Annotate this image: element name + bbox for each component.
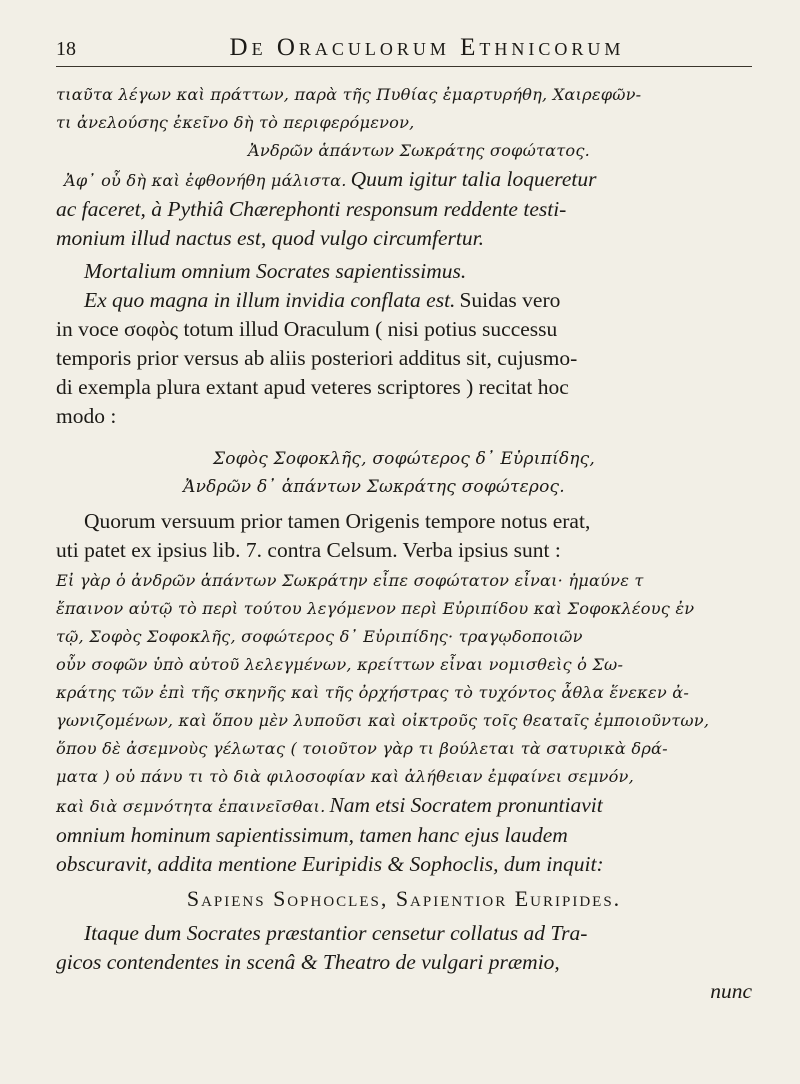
catchword: nunc (710, 979, 752, 1003)
mixed-line (56, 791, 752, 821)
latin-line: monium illud nactus est, quod vulgo circumfertur. (56, 226, 484, 250)
latin-paragraph-suidas (56, 286, 752, 315)
latin-line: modo : (56, 404, 117, 428)
verse-line: Σοφὸς Σοφοκλῆς, σοφώτερος δ᾽ Εὐριπίδης, (213, 449, 595, 469)
latin-line: temporis prior versus ab aliis posteriori additus sit, cujusmo- (56, 346, 578, 370)
latin-phrase: Quum igitur talia loqueretur (350, 167, 597, 191)
greek-line: ματα ) οὐ πάνυ τι τὸ διὰ φιλοσοφίαν καὶ ἀλήθειαν ἐμφαίνει σεμνόν, (56, 767, 634, 786)
oracle-verse: Ἀνδρῶν ἁπάντων Σωκράτης σοφώτατος. (248, 141, 590, 160)
greek-passage-1 (56, 81, 752, 137)
smallcaps-verse: Sapiens Sophocles, Sapientior Euripides. (186, 886, 622, 911)
greek-line: Εἰ γὰρ ὁ ἀνδρῶν ἁπάντων Σωκράτην εἶπε σοφώτατον εἶναι· ἠμαύνε τ (56, 571, 644, 590)
greek-line: κράτης τῶν ἐπὶ τῆς σκηνῆς καὶ τῆς ὀρχήστρας τὸ τυχόντος ἆθλα ἕνεκεν ἀ- (56, 683, 690, 702)
verse-line: Ἀνδρῶν δ᾽ ἁπάντων Σωκράτης σοφώτερος. (183, 477, 565, 497)
greek-phrase: καὶ διὰ σεμνότητα ἐπαινεῖσθαι. (56, 797, 326, 816)
greek-phrase: Ἀφ᾽ οὗ δὴ καὶ ἐφθονήθη μάλιστα. (64, 171, 347, 190)
page-number: 18 (56, 38, 76, 60)
latin-line: omnium hominum sapientissimum, tamen hanc ejus laudem (56, 823, 568, 847)
greek-line: οὖν σοφῶν ὑπὸ αὐτοῦ λελεγμένων, κρείττων εἶναι νομισθεὶς ὁ Σω- (56, 655, 624, 674)
latin-line: in voce σοφὸς totum illud Oraculum ( nisi potius successu (56, 317, 558, 341)
latin-phrase: Suidas vero (459, 288, 561, 312)
latin-phrase: Ex quo magna in illum invidia conflata est. (84, 288, 456, 312)
latin-phrase: Nam etsi Socratem pronuntiavit (329, 793, 603, 817)
greek-line: ὅπου δὲ ἀσεμνοὺς γέλωτας ( τοιοῦτον γὰρ τι βούλεται τὰ σατυρικὰ δρά- (56, 739, 668, 758)
greek-latin-passage (56, 165, 752, 253)
greek-line: τῷ, Σοφὸς Σοφοκλῆς, σοφώτερος δ᾽ Εὐριπίδης· τραγῳδοποιῶν (56, 627, 583, 646)
latin-line: gicos contendentes in scenâ & Theatro de vulgari præmio, (56, 950, 560, 974)
latin-line: Itaque dum Socrates præstantior censetur collatus ad Tra- (84, 921, 588, 945)
oracle-verses (56, 445, 752, 501)
greek-line: γωνιζομένων, καὶ ὅπου μὲν λυποῦσι καὶ οἰκτροῦς τοῖς θεαταῖς ἐμποιοῦντων, (56, 711, 710, 730)
greek-line: ἔπαινον αὐτῷ τὸ περὶ τούτου λεγόμενον περὶ Εὐριπίδου καὶ Σοφοκλέους ἐν (56, 599, 695, 618)
mixed-line (56, 165, 752, 195)
latin-line: obscuravit, addita mentione Euripidis & Sophoclis, dum inquit: (56, 852, 604, 876)
greek-line: τι ἀνελούσης ἐκεῖνο δὴ τὸ περιφερόμενον, (56, 113, 415, 132)
latin-line: ac faceret, à Pythiâ Chærephonti responsum reddente testi- (56, 197, 567, 221)
page-header (56, 34, 752, 67)
running-title: De Oraculorum Ethnicorum (229, 34, 625, 61)
latin-line: di exempla plura extant apud veteres scriptores ) recitat hoc (56, 375, 569, 399)
greek-line: τιαῦτα λέγων καὶ πράττων, παρὰ τῆς Πυθίας ἐμαρτυρήθη, Χαιρεφῶν- (56, 85, 642, 104)
origen-quotation (56, 567, 752, 879)
latin-line: Quorum versuum prior tamen Origenis tempore notus erat, (84, 509, 591, 533)
latin-line: uti patet ex ipsius lib. 7. contra Celsum. Verba ipsius sunt : (56, 538, 561, 562)
latin-translation: Mortalium omnium Socrates sapientissimus. (84, 259, 467, 283)
